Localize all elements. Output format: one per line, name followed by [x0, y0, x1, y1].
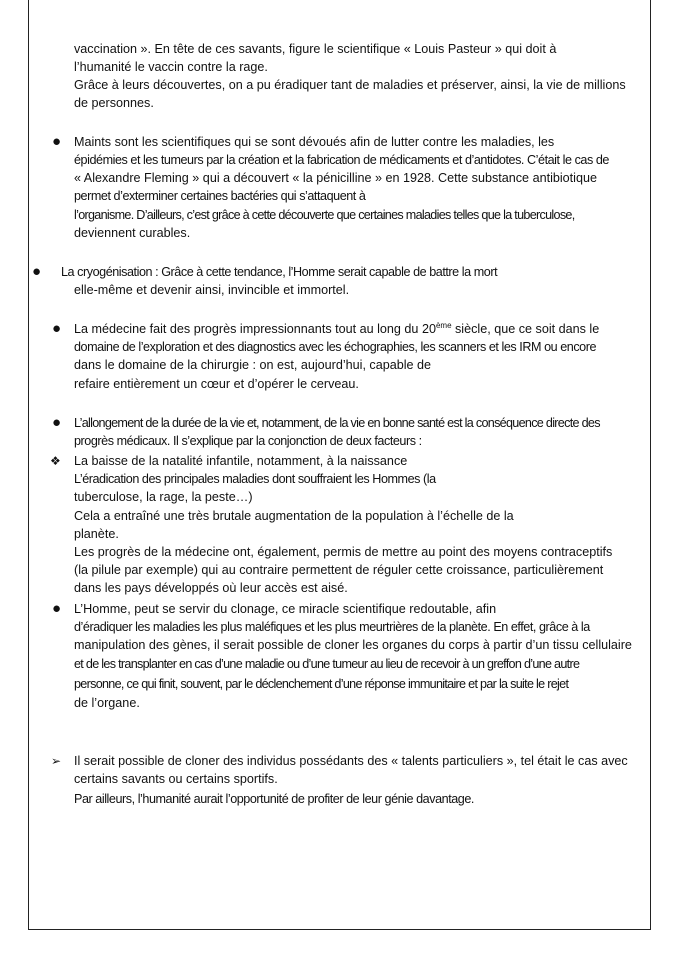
text-line: Grâce à leurs découvertes, on a pu éradiquer tant de maladies et préserver, ainsi, la vie de millions	[74, 78, 626, 92]
text-line: La cryogénisation : Grâce à cette tendance, l’Homme serait capable de battre la mort	[61, 265, 498, 279]
bullet-dot: ●	[32, 263, 42, 280]
bullet-diamond: ❖	[50, 454, 61, 468]
text-line: deviennent curables.	[74, 226, 191, 240]
text-line: l’organisme. D’ailleurs, c’est grâce à cette découverte que certaines maladies telles que la tuberculose,	[74, 208, 575, 222]
text-line: dans les pays développés où leur accès est aisé.	[74, 581, 348, 595]
text-line: La médecine fait des progrès impressionnants tout au long du 20ème siècle, que ce soit dans le	[74, 320, 600, 336]
bullet-dot: ●	[52, 414, 62, 431]
bullet-dot: ●	[52, 320, 62, 337]
text-line: Les progrès de la médecine ont, également, permis de mettre au point des moyens contraceptifs	[74, 545, 613, 559]
text-line: dans le domaine de la chirurgie : on est, aujourd’hui, capable de	[74, 358, 432, 372]
bullet-dot: ●	[52, 133, 62, 150]
text-line: Maints sont les scientifiques qui se sont dévoués afin de lutter contre les maladies, les	[74, 135, 555, 149]
text-line: L’éradication des principales maladies dont souffraient les Hommes (la	[74, 472, 436, 486]
text-line: La baisse de la natalité infantile, notamment, à la naissance	[74, 454, 408, 468]
text-line: L’allongement de la durée de la vie et, notamment, de la vie en bonne santé est la conséquence directe des	[74, 416, 600, 430]
text-line: Par ailleurs, l’humanité aurait l’opportunité de profiter de leur génie davantage.	[74, 792, 474, 806]
text-line: l’humanité le vaccin contre la rage.	[74, 60, 268, 74]
bullet-arrow: ➢	[51, 754, 62, 768]
text-line: planète.	[74, 527, 119, 541]
text-line: « Alexandre Fleming » qui a découvert « la pénicilline » en 1928. Cette substance antibiotique	[74, 171, 597, 185]
bullet-dot: ●	[52, 600, 62, 617]
text-line: Il serait possible de cloner des individus possédants des « talents particuliers », tel était le cas avec	[74, 754, 628, 768]
text-line: L’Homme, peut se servir du clonage, ce miracle scientifique redoutable, afin	[74, 602, 497, 616]
text-line: tuberculose, la rage, la peste…)	[74, 490, 253, 504]
text-line: domaine de l’exploration et des diagnostics avec les échographies, les scanners et les IRM ou encore	[74, 340, 597, 354]
text-line: personne, ce qui finit, souvent, par le déclenchement d’une réponse immunitaire et par la suite le rejet	[74, 677, 569, 691]
text-line: certains savants ou certains sportifs.	[74, 772, 278, 786]
text-line: progrès médicaux. Il s’explique par la conjonction de deux facteurs :	[74, 434, 422, 448]
text-line: vaccination ». En tête de ces savants, figure le scientifique « Louis Pasteur » qui doit à	[74, 42, 557, 56]
text-line: manipulation des gènes, il serait possible de cloner les organes du corps à partir d’un tissu cellulaire	[74, 638, 632, 652]
text-line: et de les transplanter en cas d’une maladie ou d’une tumeur au lieu de recevoir à un greffon d’une autre	[74, 657, 580, 671]
text-line: Cela a entraîné une très brutale augmentation de la population à l’échelle de la	[74, 509, 514, 523]
text-line: refaire entièrement un cœur et d’opérer le cerveau.	[74, 377, 359, 391]
text-line: permet d’exterminer certaines bactéries qui s’attaquent à	[74, 189, 366, 203]
text-line: d’éradiquer les maladies les plus maléfiques et les plus meurtrières de la planète. En effet, grâce à la	[74, 620, 590, 634]
text-line: (la pilule par exemple) qui au contraire permettent de réguler cette croissance, particulièrement	[74, 563, 604, 577]
text-line: de personnes.	[74, 96, 154, 110]
text-line: épidémies et les tumeurs par la création et la fabrication de médicaments et d’antidotes. C’était le cas de	[74, 153, 609, 167]
text-line: elle-même et devenir ainsi, invincible et immortel.	[74, 283, 350, 297]
text-line: de l’organe.	[74, 696, 140, 710]
